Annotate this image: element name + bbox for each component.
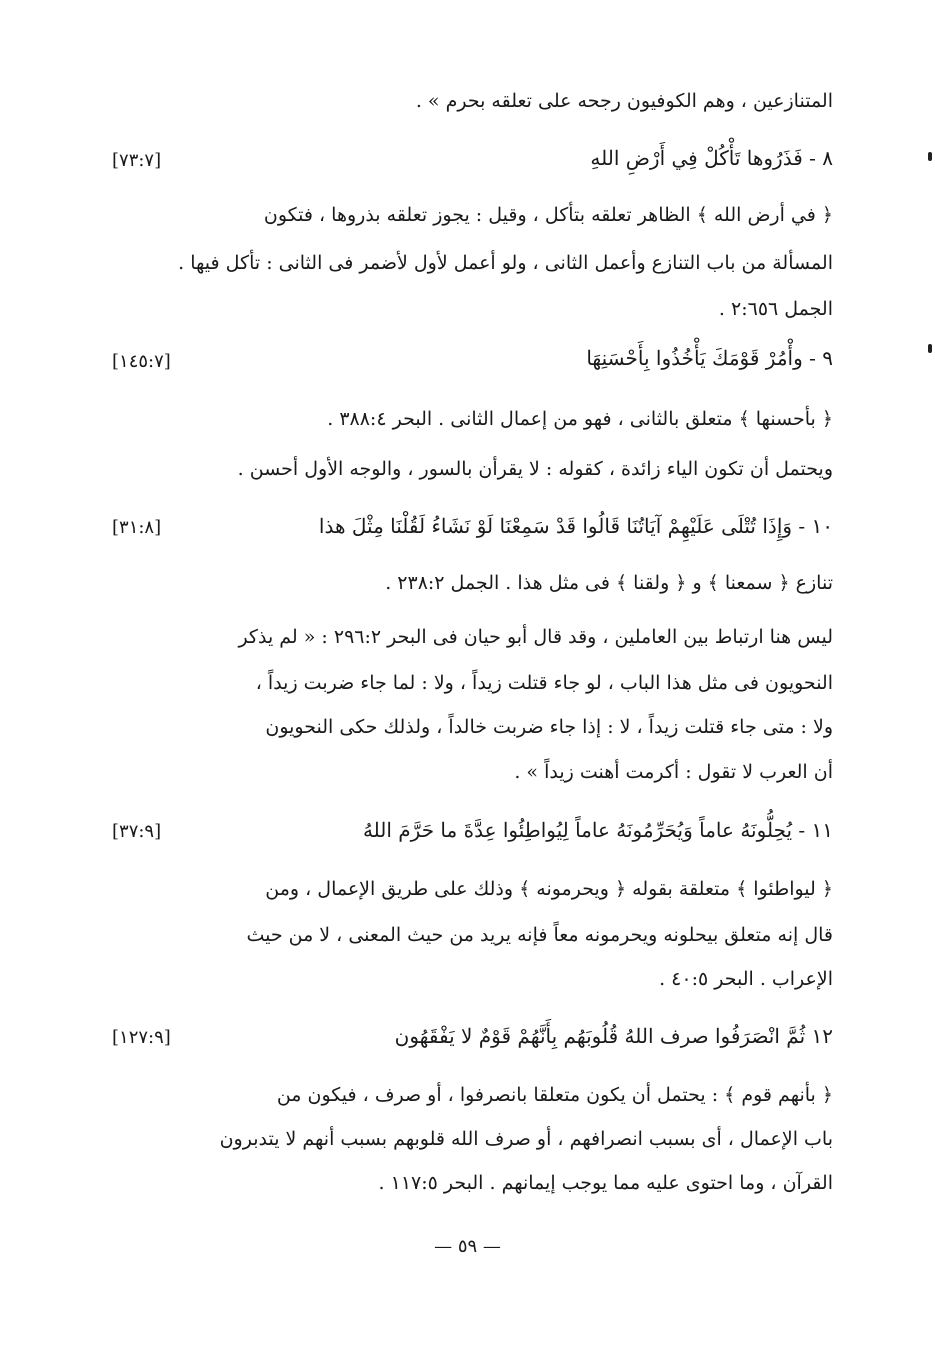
verse-12: ١٢ ثُمَّ انْصَرَفُوا صرف اللهُ قُلُوبَهُم بِأَنَّهُمْ قَوْمٌ لا يَفْقَهُون <box>394 1024 833 1048</box>
text-line: المسألة من باب التنازع وأعمل الثانى ، ولو أعمل لأول لأضمر فى الثانى : تأكل فيها . <box>178 252 833 274</box>
text-line: ﴿ بأنهم قوم ﴾ : يحتمل أن يكون متعلقا بانصرفوا ، أو صرف ، فيكون من <box>276 1084 833 1106</box>
text-line: المتنازعين ، وهم الكوفيون رجحه على تعلقه بحرم » . <box>415 90 833 112</box>
margin-mark <box>928 152 932 161</box>
verse-9-reference: [١٤٥:٧] <box>112 351 171 372</box>
verse-9: ٩ - وأْمُرْ قَوْمَكَ يَأْخُذُوا بِأَحْسَنِهَا <box>586 346 833 370</box>
verse-12-reference: [١٢٧:٩] <box>112 1027 171 1048</box>
text-line: تنازع ﴿ سمعنا ﴾ و ﴿ ولقنا ﴾ فى مثل هذا . الجمل ٢٣٨:٢ . <box>385 572 833 594</box>
text-line: ويحتمل أن تكون الياء زائدة ، كقوله : لا يقرأن بالسور ، والوجه الأول أحسن . <box>237 458 833 480</box>
margin-mark <box>928 344 932 353</box>
text-line: النحويون فى مثل هذا الباب ، لو جاء قتلت زيداً ، ولا : لما جاء ضربت زيداً ، <box>255 672 833 694</box>
text-line: باب الإعمال ، أى بسبب انصرافهم ، أو صرف الله قلوبهم بسبب أنهم لا يتدبرون <box>219 1128 833 1150</box>
text-line: ﴿ ليواطئوا ﴾ متعلقة بقوله ﴿ ويحرمونه ﴾ وذلك على طريق الإعمال ، ومن <box>265 878 833 900</box>
verse-10: ١٠ - وَإِذَا تُتْلَى عَلَيْهِمْ آيَاتُنَا قَالُوا قَدْ سَمِعْنَا لَوْ نَشَاءُ لَقُلْنَا مِثْلَ هذا <box>318 514 833 538</box>
text-line: ﴿ بأحسنها ﴾ متعلق بالثانى ، فهو من إعمال الثانى . البحر ٣٨٨:٤ . <box>327 408 833 430</box>
text-line: ليس هنا ارتباط بين العاملين ، وقد قال أبو حيان فى البحر ٢٩٦:٢ : « لم يذكر <box>238 626 833 648</box>
text-line: الإعراب . البحر ٤٠:٥ . <box>659 968 833 990</box>
text-line: القرآن ، وما احتوى عليه مما يوجب إيمانهم . البحر ١١٧:٥ . <box>378 1172 833 1194</box>
verse-8-reference: [٧٣:٧] <box>112 150 162 171</box>
verse-11: ١١ - يُحِلُّونَهُ عاماً وَيُحَرِّمُونَهُ عاماً لِيُواطِئُوا عِدَّةَ ما حَرَّمَ اللهُ <box>362 818 833 842</box>
text-line: أن العرب لا تقول : أكرمت أهنت زيداً » . <box>514 761 833 783</box>
text-line: ﴿ في أرض الله ﴾ الظاهر تعلقه بتأكل ، وقيل : يجوز تعلقه بذروها ، فتكون <box>263 204 833 226</box>
verse-10-reference: [٣١:٨] <box>112 517 162 538</box>
verse-8: ٨ - فَذَرُوها تَأْكُلْ فِي أَرْضِ اللهِ <box>590 146 833 170</box>
page-number: — ٥٩ — <box>434 1236 501 1257</box>
verse-11-reference: [٣٧:٩] <box>112 821 162 842</box>
text-line: قال إنه متعلق بيحلونه ويحرمونه معاً فإنه يريد من حيث المعنى ، لا من حيث <box>246 924 833 946</box>
text-line: الجمل ٢:٦٥٦ . <box>718 298 833 320</box>
text-line: ولا : متى جاء قتلت زيداً ، لا : إذا جاء ضربت خالداً ، ولذلك حكى النحويون <box>265 716 833 738</box>
